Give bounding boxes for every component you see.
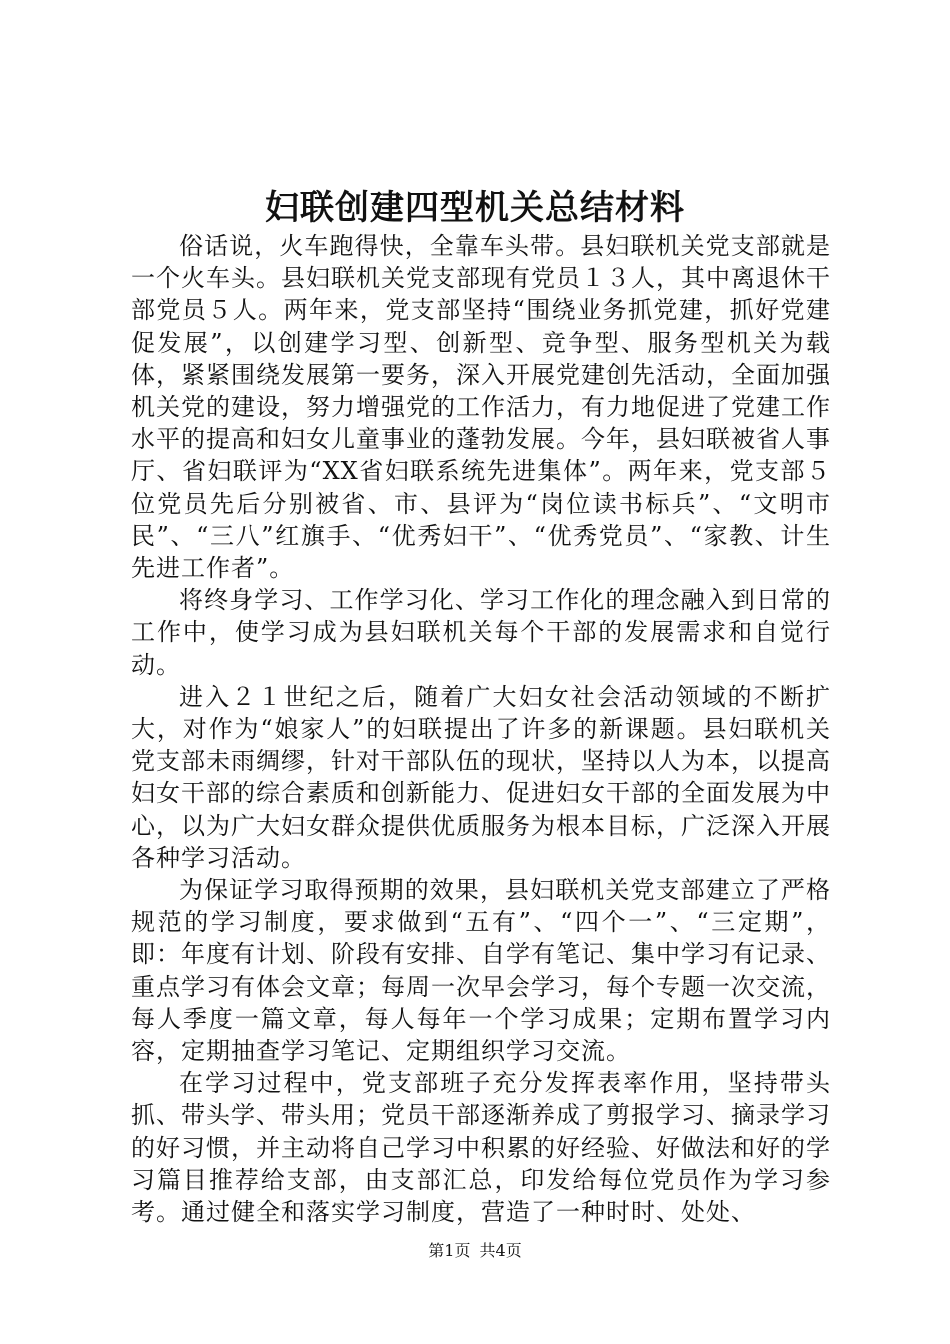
paragraph: 将终身学习、工作学习化、学习工作化的理念融入到日常的工作中，使学习成为县妇联机关每个干部的发展需求和自觉行动。	[131, 586, 831, 679]
paragraph: 进入２１世纪之后，随着广大妇女社会活动领域的不断扩大，对作为“娘家人”的妇联提出了许多的新课题。县妇联机关党支部未雨绸缪，针对干部队伍的现状，坚持以人为本，以提高妇女干部的综合素质和创新能力、促进妇女干部的全面发展为中心，以为广大妇女群众提供优质服务为根本目标，广泛深入开展各种学习活动。	[131, 682, 831, 872]
page-total: 共4页	[479, 1241, 522, 1260]
page-number: 第1页	[428, 1241, 471, 1260]
paragraph: 为保证学习取得预期的效果，县妇联机关党支部建立了严格规范的学习制度，要求做到“五有”、“四个一”、“三定期”，即：年度有计划、阶段有安排、自学有笔记、集中学习有记录、重点学习有体会文章；每周一次早会学习，每个专题一次交流，每人季度一篇文章，每人每年一个学习成果；定期布置学习内容，定期抽查学习笔记、定期组织学习交流。	[131, 876, 831, 1066]
document-title: 妇联创建四型机关总结材料	[265, 188, 685, 228]
document-body	[131, 230, 831, 1228]
page-footer	[0, 1240, 950, 1262]
paragraph: 俗话说，火车跑得快，全靠车头带。县妇联机关党支部就是一个火车头。县妇联机关党支部现有党员１３人，其中离退休干部党员５人。两年来，党支部坚持“围绕业务抓党建，抓好党建促发展”，以创建学习型、创新型、竞争型、服务型机关为载体，紧紧围绕发展第一要务，深入开展党建创先活动，全面加强机关党的建设，努力增强党的工作活力，有力地促进了党建工作水平的提高和妇女儿童事业的蓬勃发展。今年，县妇联被省人事厅、省妇联评为“XX省妇联系统先进集体”。两年来，党支部５位党员先后分别被省、市、县评为“岗位读书标兵”、“文明市民”、“三八”红旗手、“优秀妇干”、“优秀党员”、“家教、计生先进工作者”。	[131, 232, 831, 583]
paragraph: 在学习过程中，党支部班子充分发挥表率作用，坚持带头抓、带头学、带头用；党员干部逐渐养成了剪报学习、摘录学习的好习惯，并主动将自己学习中积累的好经验、好做法和好的学习篇目推荐给支部，由支部汇总，印发给每位党员作为学习参考。通过健全和落实学习制度，营造了一种时时、处处、	[131, 1069, 831, 1227]
